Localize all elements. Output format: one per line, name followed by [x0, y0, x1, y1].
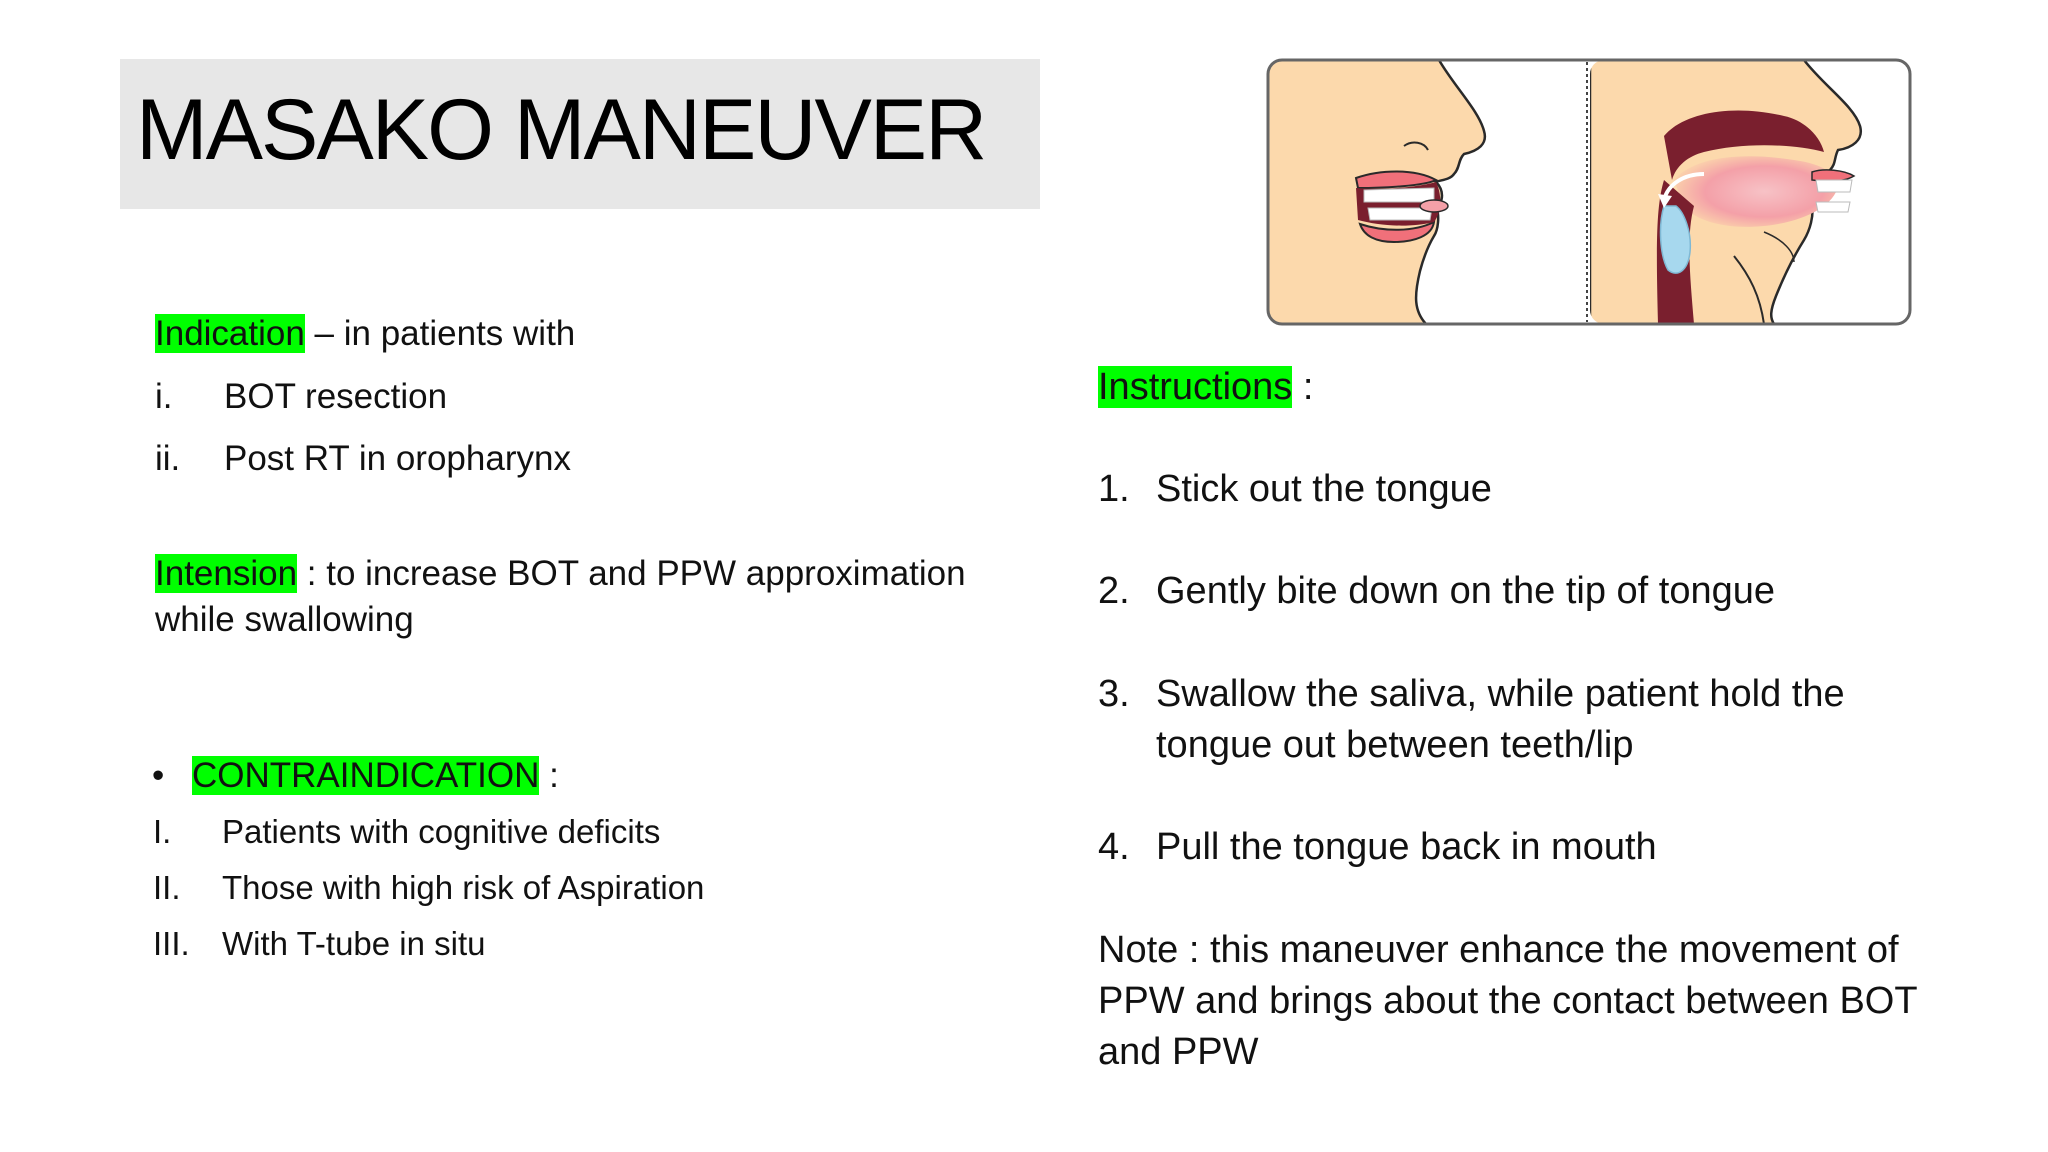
contraindication-item-marker: II. [153, 869, 181, 906]
contraindication-item-marker: III. [153, 925, 190, 962]
intension-line-1 [155, 551, 966, 597]
contraindication-heading [192, 753, 559, 799]
indication-item-marker: i. [155, 377, 173, 416]
instruction-step-text-continued: tongue out between teeth/lip [1156, 724, 1634, 766]
note-line: and PPW [1098, 1031, 1259, 1073]
contraindication-bullet: • [152, 756, 165, 795]
indication-heading [155, 311, 575, 357]
instruction-step-text: Swallow the saliva, while patient hold the [1156, 673, 1845, 715]
instruction-step-text: Gently bite down on the tip of tongue [1156, 570, 1775, 612]
indication-text: – in patients with [304, 314, 576, 353]
intension-line-2: while swallowing [155, 600, 414, 639]
intension-text: : to increase BOT and PPW approximation [297, 554, 966, 593]
instruction-step-text: Pull the tongue back in mouth [1156, 826, 1657, 868]
indication-label: Indication [155, 314, 305, 353]
instructions-label: Instructions [1098, 366, 1293, 408]
indication-item-marker: ii. [155, 439, 181, 478]
contraindication-item-text: Patients with cognitive deficits [222, 813, 661, 850]
intension-label: Intension [155, 554, 298, 593]
indication-item-text: Post RT in oropharynx [224, 439, 571, 478]
instructions-heading [1098, 362, 1313, 412]
masako-maneuver-illustration-icon [1264, 56, 1914, 328]
instruction-step-marker: 3. [1098, 673, 1130, 715]
slide-title: MASAKO MANEUVER [136, 82, 986, 178]
contraindication-label: CONTRAINDICATION [192, 756, 540, 795]
note-line: PPW and brings about the contact between BOT [1098, 980, 1918, 1022]
instruction-step-marker: 2. [1098, 570, 1130, 612]
instructions-suffix: : [1292, 366, 1314, 408]
contraindication-item-text: Those with high risk of Aspiration [222, 869, 705, 906]
note-line: Note : this maneuver enhance the movement of [1098, 929, 1899, 971]
contraindication-item-marker: I. [153, 813, 172, 850]
instruction-step-marker: 4. [1098, 826, 1130, 868]
contraindication-item-text: With T-tube in situ [222, 925, 486, 962]
contraindication-suffix: : [539, 756, 559, 795]
instruction-step-text: Stick out the tongue [1156, 468, 1492, 510]
indication-item-text: BOT resection [224, 377, 448, 416]
instruction-step-marker: 1. [1098, 468, 1130, 510]
